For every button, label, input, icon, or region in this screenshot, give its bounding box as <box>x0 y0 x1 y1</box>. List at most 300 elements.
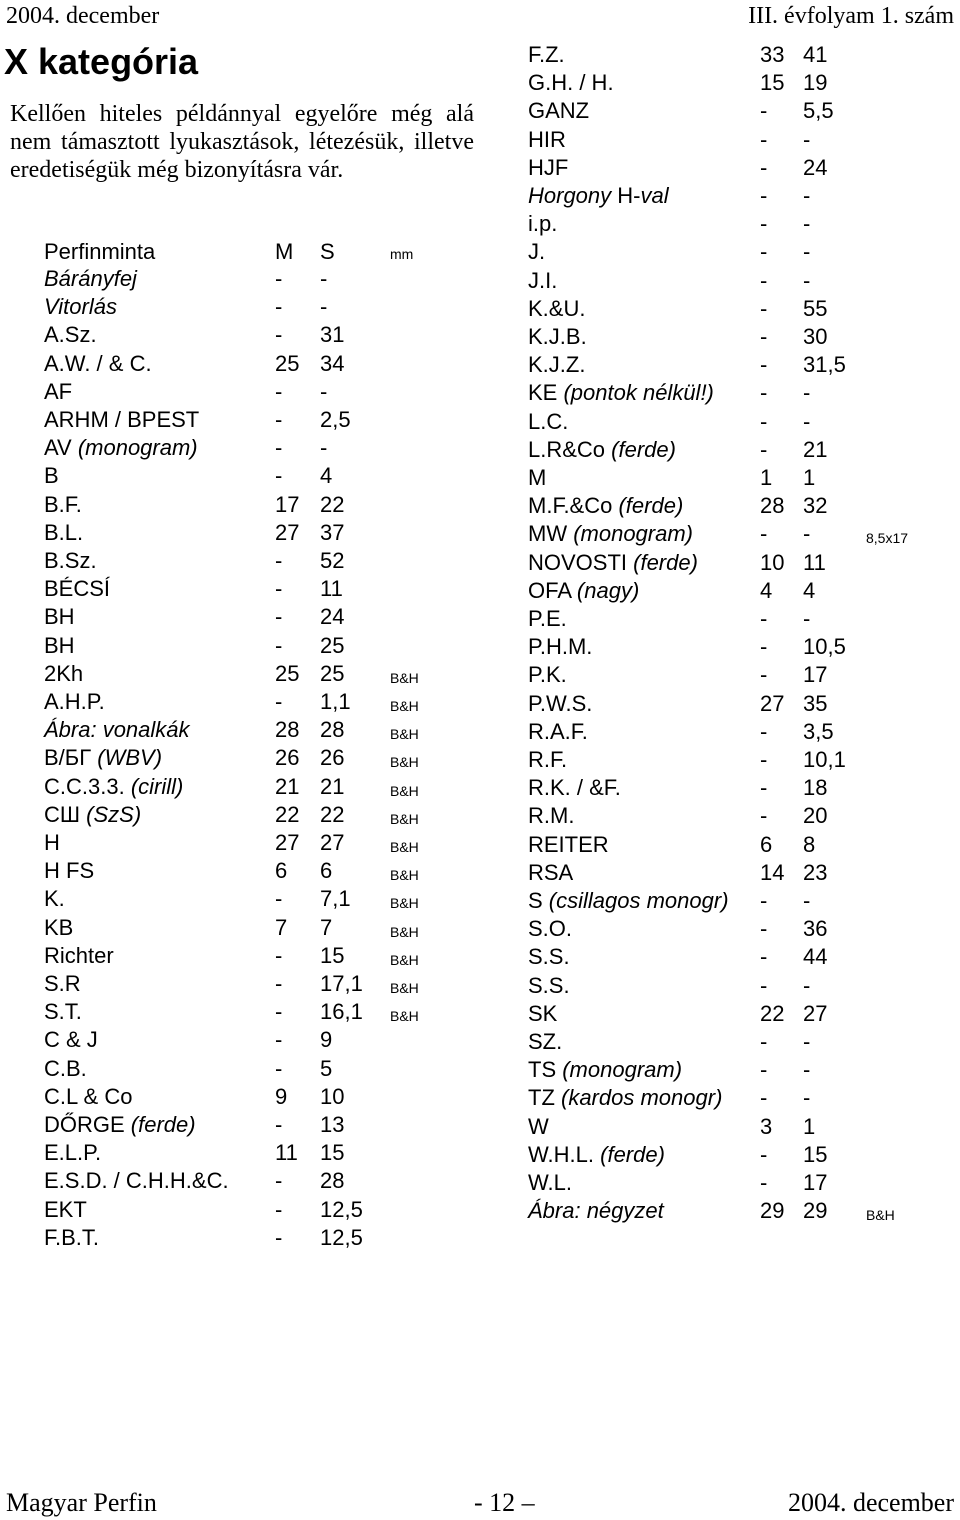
perfin-name-part: F.B.T. <box>44 1224 100 1250</box>
perfin-s-value: 31 <box>320 322 345 348</box>
perfin-s-value: - <box>320 294 328 320</box>
perfin-name <box>44 462 59 490</box>
perfin-row <box>528 1113 956 1141</box>
perfin-row <box>44 885 480 913</box>
perfin-s-value: 4 <box>320 463 333 489</box>
perfin-row <box>528 859 956 887</box>
perfin-name-part: F.Z. <box>528 42 565 67</box>
perfin-name-part: GANZ <box>528 98 590 124</box>
perfin-name <box>528 859 573 887</box>
perfin-m-value: 17 <box>275 491 300 517</box>
perfin-s-value: 24 <box>803 154 828 180</box>
perfin-s-value: 30 <box>803 324 828 349</box>
perfin-m-value: 7 <box>275 914 288 940</box>
perfin-name-part: MW <box>528 521 574 547</box>
perfin-m-value: - <box>760 267 768 293</box>
perfin-s-value: 1 <box>803 465 816 490</box>
perfin-name <box>528 520 693 548</box>
perfin-note: B&H <box>390 980 419 996</box>
perfin-s-value: 52 <box>320 548 345 573</box>
perfin-name-part: (ferde) <box>618 493 684 519</box>
perfin-s-value: 15 <box>803 1141 828 1167</box>
perfin-name-part: K. <box>44 886 65 912</box>
perfin-name <box>44 773 183 801</box>
perfin-s-value: 8 <box>803 831 816 857</box>
perfin-name <box>528 690 592 718</box>
perfin-s-value: 17 <box>803 1170 828 1195</box>
perfin-s-value: - <box>803 972 811 998</box>
perfin-row <box>528 182 956 210</box>
perfin-name <box>44 1111 196 1139</box>
perfin-s-value: - <box>803 606 811 631</box>
perfin-name-part: B.F. <box>44 491 82 517</box>
perfin-s-value: 10,1 <box>803 747 846 772</box>
perfin-s-value: 10,5 <box>803 634 846 660</box>
perfin-m-value: 25 <box>275 660 300 686</box>
perfin-name-part: Bárányfej <box>44 266 137 291</box>
perfin-s-value: - <box>803 380 811 406</box>
perfin-note: B&H <box>390 726 419 743</box>
perfin-m-value: - <box>275 1168 283 1194</box>
perfin-s-value: 29 <box>803 1198 828 1224</box>
perfin-name <box>528 351 585 379</box>
perfin-name <box>44 1139 101 1167</box>
perfin-s-value: 11 <box>320 576 343 602</box>
perfin-row <box>44 603 480 631</box>
perfin-name-part: (csillagos monogr) <box>548 888 729 913</box>
perfin-name <box>528 549 698 577</box>
perfin-name <box>528 887 729 915</box>
perfin-note: B&H <box>390 754 419 771</box>
perfin-m-value: - <box>760 888 768 913</box>
perfin-row <box>528 1084 956 1112</box>
perfin-m-value: 27 <box>275 830 300 855</box>
perfin-m-value: 15 <box>760 70 785 96</box>
perfin-name-part: A.W. / & C. <box>44 350 152 376</box>
perfin-name <box>44 434 198 462</box>
perfin-name-part: Richter <box>44 942 114 968</box>
perfin-m-value: - <box>760 183 768 208</box>
perfin-name <box>44 998 82 1026</box>
perfin-m-value: - <box>760 126 768 152</box>
perfin-name <box>528 97 589 125</box>
perfin-m-value: 21 <box>275 773 300 799</box>
perfin-m-value: 1 <box>760 465 773 490</box>
header-s: S <box>320 239 335 264</box>
perfin-name-part: BÉCSÍ <box>44 576 111 602</box>
perfin-name-part: W.H.L. <box>528 1141 601 1167</box>
perfin-name <box>528 577 639 605</box>
perfin-name-part: S.O. <box>528 916 573 942</box>
perfin-s-value: 22 <box>320 801 345 827</box>
perfin-name-part: G.H. / H. <box>528 70 614 96</box>
perfin-row <box>44 632 480 660</box>
perfin-m-value: - <box>760 803 768 829</box>
perfin-name <box>44 406 199 434</box>
perfin-name <box>44 321 97 349</box>
perfin-m-value: - <box>760 1170 768 1195</box>
perfin-name-part: S.S. <box>528 944 570 970</box>
perfin-m-value: - <box>760 1057 768 1083</box>
perfin-name-part: AV <box>44 435 78 461</box>
perfin-name-part: KE <box>528 380 564 406</box>
perfin-row <box>44 801 480 829</box>
perfin-name <box>44 688 105 716</box>
perfin-name <box>44 1083 132 1111</box>
perfin-name-part: DŐRGE <box>44 1112 131 1137</box>
perfin-row <box>528 915 956 943</box>
perfin-s-value: 25 <box>320 660 345 686</box>
perfin-row <box>528 1169 956 1197</box>
perfin-name <box>528 126 566 154</box>
perfin-row <box>44 1139 480 1167</box>
perfin-name <box>44 293 117 321</box>
perfin-s-value: - <box>320 378 328 404</box>
perfin-m-value: 33 <box>760 42 785 67</box>
perfin-s-value: 5 <box>320 1055 333 1081</box>
perfin-name-part: C & J <box>44 1027 98 1053</box>
perfin-row <box>44 660 480 688</box>
perfin-row <box>528 267 956 295</box>
perfin-s-value: 32 <box>803 493 828 519</box>
perfin-m-value: - <box>760 775 768 801</box>
perfin-row <box>44 575 480 603</box>
perfin-m-value: - <box>275 942 283 968</box>
perfin-name <box>528 943 570 971</box>
perfin-m-value: 3 <box>760 1113 773 1139</box>
perfin-row <box>44 688 480 716</box>
perfin-note: B&H <box>390 895 419 912</box>
perfin-name <box>44 801 141 829</box>
perfin-name <box>44 829 60 857</box>
header-volume: III. évfolyam 1. szám <box>748 3 954 29</box>
perfin-name-part: S.T. <box>44 999 82 1025</box>
perfin-name <box>528 41 565 69</box>
perfin-name-part: (cirill) <box>130 773 184 799</box>
perfin-s-value: 3,5 <box>803 718 834 744</box>
perfin-m-value: - <box>760 239 768 265</box>
perfin-row <box>528 238 956 266</box>
perfin-s-value: - <box>803 126 811 152</box>
header-m: M <box>275 239 294 264</box>
perfin-m-value: 14 <box>760 859 785 885</box>
perfin-row <box>528 436 956 464</box>
perfin-row <box>528 1197 956 1225</box>
perfin-name-part: W <box>528 1113 549 1139</box>
perfin-m-value: - <box>760 1085 768 1111</box>
perfin-row <box>528 520 956 548</box>
perfin-row <box>528 41 956 69</box>
perfin-name-part: P.E. <box>528 606 567 631</box>
perfin-s-value: 10 <box>320 1083 345 1109</box>
perfin-name <box>528 1056 682 1084</box>
perfin-name <box>528 633 592 661</box>
perfin-row <box>528 1141 956 1169</box>
perfin-m-value: - <box>275 266 283 291</box>
perfin-name-part: B.Sz. <box>44 548 97 573</box>
perfin-name-part: C.B. <box>44 1055 87 1081</box>
perfin-name <box>528 605 567 633</box>
perfin-name-part: K.J.B. <box>528 324 587 349</box>
perfin-name <box>528 492 683 520</box>
perfin-row <box>44 1224 480 1252</box>
perfin-note: B&H <box>390 1008 419 1025</box>
perfin-row <box>44 378 480 406</box>
perfin-row <box>528 577 956 605</box>
perfin-name <box>528 238 545 266</box>
perfin-m-value: - <box>275 378 283 404</box>
perfin-name-part: Ábra: vonalkák <box>44 717 190 743</box>
perfin-name <box>528 408 568 436</box>
perfin-m-value: 25 <box>275 350 300 376</box>
perfin-name <box>44 1196 87 1224</box>
perfin-s-value: 25 <box>320 632 345 658</box>
perfin-name-part: L.R&Co <box>528 436 612 462</box>
perfin-name <box>528 1169 572 1197</box>
perfin-row <box>528 69 956 97</box>
perfin-name-part: Ábra: négyzet <box>528 1198 664 1224</box>
perfin-s-value: - <box>803 408 811 434</box>
perfin-name-part: H FS <box>44 858 95 884</box>
perfin-s-value: - <box>803 211 811 237</box>
header-date: 2004. december <box>6 3 160 29</box>
perfin-m-value: - <box>760 916 768 942</box>
perfin-name-part: REITER <box>528 831 609 857</box>
perfin-m-value: 4 <box>760 577 773 603</box>
perfin-name-part: EKT <box>44 1196 87 1222</box>
perfin-name <box>44 547 97 575</box>
perfin-row <box>528 351 956 379</box>
perfin-s-value: 41 <box>803 42 828 67</box>
perfin-m-value: - <box>275 604 283 630</box>
perfin-s-value: 24 <box>320 604 345 630</box>
perfin-m-value: 6 <box>275 858 288 884</box>
perfin-m-value: 22 <box>760 1000 785 1026</box>
perfin-name-part: K.&U. <box>528 295 586 321</box>
perfin-row <box>44 519 480 547</box>
perfin-s-value: 13 <box>320 1112 345 1137</box>
perfin-name-part: (ferde) <box>600 1141 665 1167</box>
perfin-m-value: - <box>760 1141 768 1167</box>
perfin-row <box>528 718 956 746</box>
perfin-row <box>44 434 480 462</box>
perfin-m-value: - <box>760 436 768 462</box>
perfin-name-part: C.L & Co <box>44 1083 133 1109</box>
perfin-m-value: - <box>275 999 283 1025</box>
perfin-name-part: TZ <box>528 1085 561 1111</box>
perfin-m-value: 27 <box>275 519 300 545</box>
perfin-name <box>528 831 609 859</box>
perfin-row <box>528 1000 956 1028</box>
perfin-name-part: R.K. / &F. <box>528 775 621 801</box>
perfin-name-part: val <box>640 183 669 208</box>
perfin-row <box>44 829 480 857</box>
perfin-name <box>528 774 621 802</box>
perfin-m-value: - <box>275 632 283 658</box>
perfin-m-value: 11 <box>275 1140 298 1166</box>
perfin-row <box>44 406 480 434</box>
perfin-s-value: 12,5 <box>320 1224 363 1250</box>
perfin-m-value: - <box>760 98 768 124</box>
perfin-m-value: - <box>760 747 768 772</box>
perfin-row <box>528 379 956 407</box>
perfin-name-part: E.S.D. / C.H.H.&C. <box>44 1168 229 1194</box>
perfin-row <box>528 408 956 436</box>
perfin-name-part: S.R <box>44 971 81 996</box>
perfin-row <box>528 746 956 774</box>
perfin-row <box>528 774 956 802</box>
perfin-note: B&H <box>866 1207 895 1224</box>
perfin-name <box>44 1224 99 1252</box>
perfin-name-part: (pontok nélkül!) <box>563 380 714 406</box>
perfin-s-value: 6 <box>320 858 333 884</box>
perfin-name-part: R.F. <box>528 747 568 772</box>
perfin-name <box>44 491 82 519</box>
perfin-name <box>44 914 73 942</box>
perfin-s-value: - <box>803 888 811 913</box>
perfin-s-value: 1,1 <box>320 689 351 714</box>
perfin-name-part: NOVOSTI <box>528 549 634 575</box>
perfin-s-value: 23 <box>803 859 828 885</box>
perfin-m-value: - <box>275 1112 283 1137</box>
perfin-name-part: i.p. <box>528 211 558 237</box>
perfin-name-part: ARHM / BPEST <box>44 407 200 432</box>
perfin-row <box>44 942 480 970</box>
perfin-name-part: SZ. <box>528 1029 563 1054</box>
perfin-s-value: 17,1 <box>320 971 363 996</box>
perfin-name <box>44 660 83 688</box>
perfin-name-part: B <box>44 463 59 489</box>
perfin-note: B&H <box>390 951 419 968</box>
perfin-s-value: 15 <box>320 1140 345 1166</box>
perfin-row <box>44 350 480 378</box>
perfin-s-value: 37 <box>320 519 345 545</box>
perfin-note: B&H <box>390 669 419 686</box>
perfin-s-value: 27 <box>320 830 345 855</box>
perfin-m-value: - <box>760 606 768 631</box>
perfin-row <box>528 323 956 351</box>
perfin-row <box>44 914 480 942</box>
perfin-s-value: - <box>803 521 811 547</box>
perfin-name-part: (ferde) <box>633 549 698 575</box>
perfin-name <box>44 1026 98 1054</box>
perfin-name <box>528 267 557 295</box>
perfin-s-value: - <box>803 1029 811 1054</box>
perfin-note: B&H <box>390 867 419 884</box>
perfin-name <box>44 885 65 913</box>
perfin-name-part: A.H.P. <box>44 689 105 714</box>
perfin-m-value: - <box>275 322 283 348</box>
perfin-m-value: - <box>275 294 283 320</box>
perfin-name-part: (monogram) <box>573 521 694 547</box>
perfin-s-value: - <box>803 267 811 293</box>
perfin-row <box>528 154 956 182</box>
perfin-row <box>44 1026 480 1054</box>
footer-publication: Magyar Perfin <box>6 1488 157 1517</box>
perfin-name <box>528 718 588 746</box>
perfin-row <box>528 210 956 238</box>
perfin-name-part: BH <box>44 632 75 658</box>
perfin-s-value: 44 <box>803 944 828 970</box>
perfin-m-value: - <box>760 521 768 547</box>
perfin-m-value: 27 <box>760 690 785 716</box>
perfin-name <box>528 661 567 689</box>
perfin-m-value: - <box>760 718 768 744</box>
perfin-name <box>44 350 152 378</box>
perfin-name <box>44 575 110 603</box>
perfin-m-value: - <box>275 1055 283 1081</box>
perfin-name-part: A.Sz. <box>44 322 97 348</box>
perfin-s-value: - <box>803 239 811 265</box>
perfin-name-part: L.C. <box>528 408 569 434</box>
perfin-m-value: - <box>760 1029 768 1054</box>
perfin-name-part: S.S. <box>528 972 570 998</box>
intro-paragraph: Kellően hiteles példánnyal egyelőre még alá nem támasztott lyukasztások, létezésük, illetve eredetiségük még bizonyításra vár. <box>10 101 474 183</box>
perfin-s-value: 9 <box>320 1027 333 1053</box>
perfin-m-value: 10 <box>760 549 785 575</box>
perfin-m-value: 26 <box>275 745 300 771</box>
perfin-s-value: 28 <box>320 717 345 743</box>
perfin-row <box>528 1028 956 1056</box>
perfin-name <box>44 716 190 744</box>
perfin-row <box>44 1083 480 1111</box>
perfin-name-part: BH <box>44 604 75 630</box>
perfin-m-value: 28 <box>760 493 785 519</box>
perfin-m-value: - <box>275 689 283 714</box>
perfin-m-value: 9 <box>275 1083 288 1109</box>
header-mm: mm <box>390 246 414 262</box>
perfin-row <box>528 492 956 520</box>
perfin-s-value: 21 <box>320 773 345 799</box>
perfin-name-part: HJF <box>528 154 569 180</box>
perfin-name-part: HIR <box>528 126 566 152</box>
perfin-row <box>44 1055 480 1083</box>
perfin-name <box>528 69 614 97</box>
perfin-note: B&H <box>390 839 419 855</box>
perfin-note: B&H <box>390 923 419 940</box>
perfin-row <box>44 491 480 519</box>
perfin-s-value: 2,5 <box>320 407 351 432</box>
perfin-s-value: 19 <box>803 70 828 96</box>
perfin-m-value: - <box>275 435 283 461</box>
perfin-m-value: - <box>760 972 768 998</box>
perfin-name <box>44 603 75 631</box>
perfin-name <box>528 464 546 492</box>
perfin-m-value: 6 <box>760 831 773 857</box>
perfin-name <box>528 915 572 943</box>
perfin-name <box>44 1167 229 1195</box>
perfin-s-value: 28 <box>320 1168 345 1194</box>
perfin-m-value: - <box>275 576 283 602</box>
perfin-row <box>528 605 956 633</box>
perfin-s-value: 16,1 <box>320 999 363 1025</box>
perfin-s-value: 7,1 <box>320 886 351 912</box>
perfin-name-part: В/БГ <box>44 745 98 771</box>
perfin-name-part: (monogram) <box>77 435 198 461</box>
perfin-m-value: 29 <box>760 1198 785 1224</box>
perfin-name-part: R.M. <box>528 803 575 829</box>
perfin-name-part: E.L.P. <box>44 1140 102 1166</box>
perfin-row <box>44 1111 480 1139</box>
perfin-note: B&H <box>390 810 419 827</box>
perfin-name-part: 2Kh <box>44 660 84 686</box>
perfin-name <box>528 1113 549 1141</box>
perfin-s-value: 20 <box>803 803 828 829</box>
perfin-m-value: - <box>275 1027 283 1053</box>
perfin-m-value: - <box>275 1224 283 1250</box>
header-name: Perfinminta <box>44 239 156 264</box>
perfin-name-part: B.L. <box>44 519 84 545</box>
